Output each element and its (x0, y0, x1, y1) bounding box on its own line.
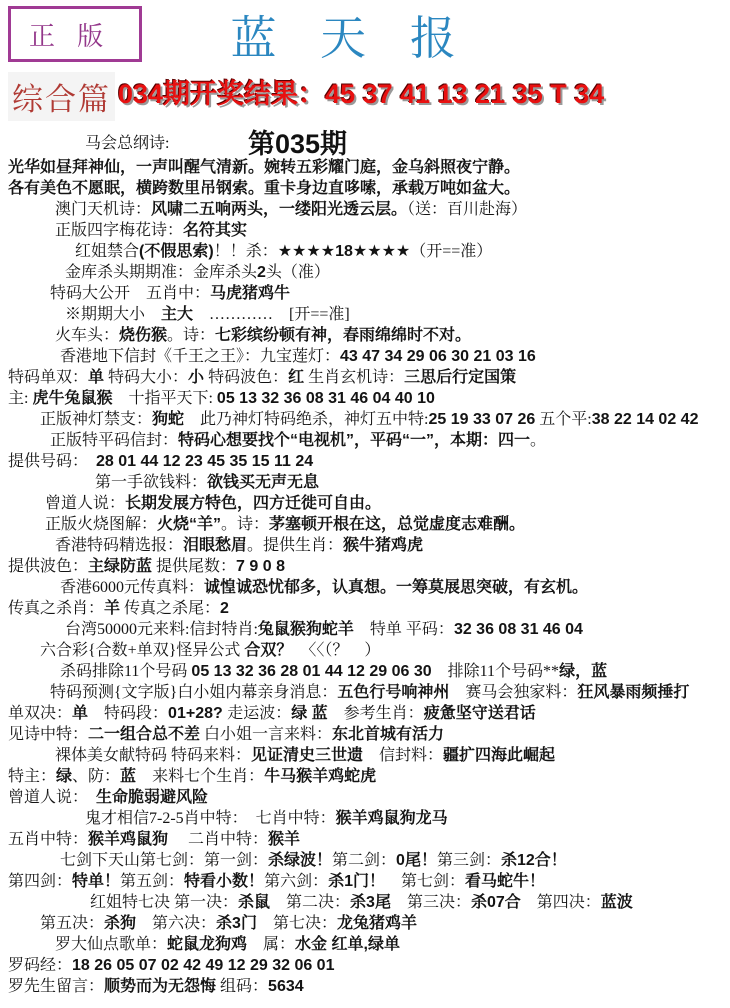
label-segment: 曾道人说： (8, 789, 97, 806)
value-segment: 狗蛇 (152, 411, 185, 428)
value-segment: 见证清史三世遗 (251, 747, 364, 764)
label-segment: 第三剑： (436, 852, 501, 869)
text-line (0, 955, 730, 976)
value-segment: 长期发展方特色，四方迁徙可自由。 (125, 495, 382, 512)
text-line (0, 619, 730, 640)
label-segment: 信封料： (363, 747, 444, 764)
label-segment: 来料七个生肖： (136, 768, 265, 785)
label-segment: 裸体美女献特码 特码来料： (55, 747, 252, 764)
label-segment: 香港地下信封《千王之王》：九宝莲灯： (60, 348, 341, 365)
value-segment: 烧伤猴 (119, 327, 168, 344)
value-segment: 七彩缤纷顿有神，春雨绵绵时不对。 (215, 327, 472, 344)
label-segment: 第五决： (40, 915, 105, 932)
text-line (0, 787, 730, 808)
value-segment: 28 01 44 12 23 45 35 15 11 24 (96, 453, 314, 470)
value-segment: 杀鼠 (238, 894, 271, 911)
label-segment: 头（准） (265, 264, 330, 281)
value-segment: 马虎猪鸡牛 (210, 285, 291, 302)
value-segment: 杀12合！ (500, 852, 567, 869)
label-segment: 第一手欲钱料： (95, 474, 208, 491)
text-line (0, 241, 730, 262)
label-segment: 第七剑： (384, 873, 465, 890)
value-segment: 绿 蓝 (291, 705, 328, 722)
label-segment: 台湾50000元来料:信封特肖: (65, 621, 258, 638)
value-segment: 05 13 32 36 28 01 44 12 29 06 30 (191, 663, 432, 680)
value-segment: 蛇鼠龙狗鸡 (167, 936, 248, 953)
value-segment: 猴牛猪鸡虎 (343, 537, 424, 554)
label-segment: 单双决： (8, 705, 73, 722)
value-segment: 诚惶诚恐忧郁多，认真想。一筹莫展思突破，有玄机。 (204, 579, 589, 596)
label-segment: 特主： (8, 768, 57, 785)
label-segment: 澳门天机诗： (55, 201, 152, 218)
value-segment: 杀3尾 (350, 894, 391, 911)
label-segment: 正版火烧图解： (45, 516, 158, 533)
label-segment: 见诗中特： (8, 726, 89, 743)
text-line (0, 745, 730, 766)
value-segment: 38 22 14 02 42 (591, 411, 699, 428)
label-segment: 五肖中特： (8, 831, 89, 848)
value-segment: 风啸二五响两头，一缕阳光透云层。 (151, 201, 408, 218)
value-segment: 虎牛兔鼠猴 (32, 390, 113, 407)
value-segment: 牛马猴羊鸡蛇虎 (264, 768, 377, 785)
label-segment: 二肖中特： (168, 831, 269, 848)
value-segment: 兔鼠猴狗蛇羊 (257, 621, 354, 638)
value-segment: 05 13 32 36 08 31 46 04 40 10 (216, 390, 435, 407)
value-segment: 猴羊 (268, 831, 301, 848)
text-line (0, 346, 730, 367)
label-segment: 提供号码： (8, 453, 97, 470)
value-segment: 欲钱买无声无息 (207, 474, 320, 491)
value-segment: 主大 (161, 306, 194, 323)
value-segment: 东北首城有活力 (332, 726, 445, 743)
value-segment: 特看小数！ (184, 873, 265, 890)
label-segment: （开==准） (410, 243, 493, 260)
label-segment: 特码大公开 五肖中： (50, 285, 211, 302)
text-line (0, 808, 730, 829)
label-segment: 特码大小： (104, 369, 189, 386)
text-line (0, 976, 730, 997)
label-segment: 第三决： (390, 894, 471, 911)
text-line (0, 577, 730, 598)
label-segment: 组码： (216, 978, 269, 995)
value-segment: 羊 (104, 600, 121, 617)
label-segment: ………… [开==准] (193, 306, 350, 323)
label-segment: 正版特平码信封： (50, 432, 179, 449)
label-segment: 第七决： (256, 915, 337, 932)
label-segment: 第六决： (136, 915, 217, 932)
label-segment: 香港6000元传真料： (60, 579, 205, 596)
label-segment: 罗先生留言： (8, 978, 105, 995)
text-line (0, 724, 730, 745)
label-segment: 香港特码精选报： (55, 537, 184, 554)
value-segment: (不假思索) (139, 243, 214, 260)
value-segment: 单 (88, 369, 105, 386)
label-segment: 主: (8, 390, 33, 407)
text-line (0, 871, 730, 892)
value-segment: 43 47 34 29 06 30 21 03 16 (340, 348, 536, 365)
value-segment: 蓝 (120, 768, 137, 785)
body-text-lines (0, 154, 730, 997)
value-segment: 合双？ (244, 642, 293, 659)
value-segment: 杀3门 (216, 915, 257, 932)
label-segment: 红姐禁合 (75, 243, 140, 260)
label-segment: 、防： (72, 768, 121, 785)
edition-label: 正版 (29, 22, 126, 51)
text-line (0, 766, 730, 787)
text-line (0, 598, 730, 619)
text-line (0, 220, 730, 241)
issue-row (0, 122, 730, 159)
text-line (0, 283, 730, 304)
label-segment: 赛马会独家料： (449, 684, 578, 701)
label-segment: 特码段： (88, 705, 169, 722)
header (0, 0, 730, 118)
label-segment: 第五剑： (120, 873, 185, 890)
text-line (0, 325, 730, 346)
label-segment: 红姐特七决 第一决： (90, 894, 239, 911)
last-draw-result: 034期开奖结果：45 37 41 13 21 35 T 34 (118, 79, 605, 109)
value-segment: 特码心想要找个“电视机”，平码“一”，本期：四一 (178, 432, 531, 449)
text-line (0, 703, 730, 724)
value-segment: 猴羊鸡鼠狗龙马 (335, 810, 448, 827)
value-segment: 三思后行定国策 (404, 369, 517, 386)
value-segment: 主绿防蓝 (88, 558, 153, 575)
label-segment: 生肖玄机诗： (304, 369, 405, 386)
label-segment: 火车头： (55, 327, 120, 344)
label-segment: 提供波色： (8, 558, 89, 575)
text-line (0, 682, 730, 703)
label-segment: 七剑下天山第七剑：第一剑： (60, 852, 269, 869)
label-segment: 特码单双： (8, 369, 89, 386)
value-segment: ★★★★18★★★★ (277, 243, 411, 260)
value-segment: 绿，蓝 (559, 663, 608, 680)
label-segment: 此乃神灯特码绝杀，神灯五中特: (184, 411, 429, 428)
value-segment: 龙兔猪鸡羊 (336, 915, 417, 932)
value-segment: 7 9 0 8 (236, 558, 285, 575)
value-segment: 杀1门！ (328, 873, 385, 890)
text-line (0, 892, 730, 913)
value-segment: 红 (288, 369, 305, 386)
label-segment: 第四剑： (8, 873, 73, 890)
value-segment: 5634 (268, 978, 304, 995)
value-segment: 茅塞顿开根在这，总觉虚度志难酬。 (269, 516, 526, 533)
label-segment: ！！杀： (213, 243, 278, 260)
section-label: 综合篇 (8, 72, 115, 121)
label-segment: 十指平天下: (112, 390, 217, 407)
text-line (0, 262, 730, 283)
value-segment: 五色行号响神州 (337, 684, 450, 701)
label-segment: 第六剑： (264, 873, 329, 890)
value-segment: 泪眼愁眉 (183, 537, 248, 554)
value-segment: 名符其实 (183, 222, 248, 239)
label-segment: 。提供生肖： (247, 537, 344, 554)
value-segment: 2 (220, 600, 229, 617)
label-segment: 。诗： (221, 516, 270, 533)
text-line (0, 367, 730, 388)
text-line (0, 535, 730, 556)
text-line (0, 514, 730, 535)
label-segment: 特单 平码： (353, 621, 454, 638)
label-segment: 五个平: (535, 411, 592, 428)
text-line (0, 388, 730, 409)
label-segment: 杀码排除11个号码 (60, 663, 192, 680)
issue-heading-label: 马会总纲诗: (85, 135, 170, 152)
text-line (0, 430, 730, 451)
value-segment: 看马蛇牛！ (465, 873, 546, 890)
value-segment: 小 (188, 369, 205, 386)
value-segment: 32 36 08 31 46 04 (453, 621, 583, 638)
value-segment: 各有美色不愿眠，横跨数里吊钢索。重卡身边直哆嗦，承载万吨如盆大。 (8, 180, 521, 197)
value-segment: 蓝波 (600, 894, 633, 911)
text-line (0, 640, 730, 661)
label-segment: 第四决： (520, 894, 601, 911)
label-segment: 正版四字梅花诗： (55, 222, 184, 239)
label-segment: 特码波色： (204, 369, 289, 386)
issue-number: 第035期 (248, 129, 348, 159)
label-segment: 正版神灯禁支： (40, 411, 153, 428)
text-line (0, 829, 730, 850)
value-segment: 0尾！ (396, 852, 437, 869)
text-line (0, 913, 730, 934)
value-segment: 生命脆弱避风险 (96, 789, 209, 806)
label-segment: 白小姐一言来料： (200, 726, 333, 743)
text-line (0, 157, 730, 178)
label-segment: 〈〈（？ ） (292, 642, 381, 659)
value-segment: 杀狗 (104, 915, 137, 932)
text-line (0, 850, 730, 871)
value-segment: 01+28? (168, 705, 228, 722)
value-segment: 25 19 33 07 26 (428, 411, 536, 428)
value-segment: 杀绿波！ (268, 852, 333, 869)
text-line (0, 472, 730, 493)
value-segment: 单 (72, 705, 89, 722)
value-segment: 顺势而为无怨悔 (104, 978, 217, 995)
value-segment: 特单！ (72, 873, 121, 890)
text-line (0, 304, 730, 325)
label-segment: 罗码经： (8, 957, 73, 974)
label-segment: 传真之杀尾： (120, 600, 221, 617)
label-segment: 罗大仙点歌单： (55, 936, 168, 953)
label-segment: 第二决： (270, 894, 351, 911)
label-segment: 鬼才相信7-2-5肖中特： 七肖中特： (85, 810, 336, 827)
value-segment: 猴羊鸡鼠狗 (88, 831, 169, 848)
value-segment: 绿 (56, 768, 73, 785)
text-line (0, 451, 730, 472)
value-segment: 光华如昼拜神仙，一声叫醒气清新。婉转五彩耀门庭，金乌斜照夜宁静。 (8, 159, 521, 176)
text-line (0, 934, 730, 955)
value-segment: 狂风暴雨频捶打 (577, 684, 690, 701)
label-segment: 。诗： (167, 327, 216, 344)
text-line (0, 661, 730, 682)
text-line (0, 493, 730, 514)
paper-title: 蓝天报 (230, 13, 500, 64)
label-segment: 走运波： (227, 705, 292, 722)
value-segment: 二一组合总不差 (88, 726, 201, 743)
label-segment: 。 (530, 432, 547, 449)
label-segment: 曾道人说： (45, 495, 126, 512)
text-line (0, 409, 730, 430)
value-segment: 火烧“羊” (157, 516, 222, 533)
text-line (0, 199, 730, 220)
label-segment: 六合彩{合数+单双}怪异公式 (40, 642, 245, 659)
label-segment: 特码预测{文字版}白小姐内幕亲身消息： (50, 684, 338, 701)
label-segment: 属： (247, 936, 296, 953)
label-segment: （送：百川赴海） (407, 201, 528, 218)
value-segment: 杀07合 (470, 894, 521, 911)
label-segment: 第二剑： (332, 852, 397, 869)
value-segment: 18 26 05 07 02 42 49 12 29 32 06 01 (72, 957, 335, 974)
text-line (0, 178, 730, 199)
text-line (0, 556, 730, 577)
label-segment: ※期期大小 (65, 306, 162, 323)
value-segment: 水金 红单,绿单 (295, 936, 400, 953)
label-segment: 提供尾数： (152, 558, 237, 575)
value-segment: 疆扩四海此崛起 (443, 747, 556, 764)
value-segment: 2 (257, 264, 266, 281)
label-segment: 金库杀头期期准：金库杀头 (65, 264, 258, 281)
label-segment: 参考生肖： (327, 705, 424, 722)
value-segment: 疲惫坚守送君话 (423, 705, 536, 722)
label-segment: 传真之杀肖： (8, 600, 105, 617)
label-segment: 排除11个号码** (431, 663, 560, 680)
